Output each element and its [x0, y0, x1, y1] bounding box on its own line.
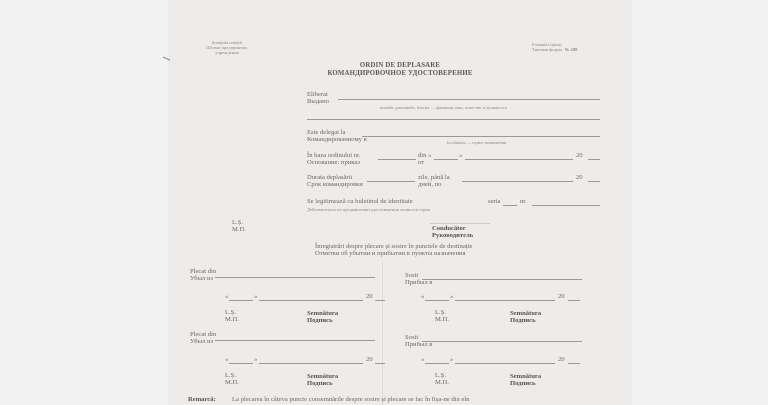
signature-ru: Подпись — [510, 317, 536, 325]
arrive-year-line-1[interactable] — [568, 300, 580, 301]
depart-year-2: 20 — [366, 356, 373, 363]
arrive-year-1: 20 — [558, 293, 565, 300]
duration-year: 20 — [576, 174, 583, 181]
identity-number-line[interactable] — [532, 205, 600, 206]
identity-number-label: nr. — [520, 198, 527, 205]
duration-ro: Durata deplasării — [307, 174, 353, 181]
depart-date-open-1: « — [225, 293, 229, 300]
manager-signature-line[interactable] — [430, 223, 490, 224]
order-quote: » — [459, 152, 463, 159]
arrive-year-line-2[interactable] — [568, 363, 580, 364]
arrive-stamp-1 — [435, 309, 449, 324]
arrive-date-open-2: « — [421, 356, 425, 363]
manager-ru: Руководитель — [432, 232, 474, 240]
order-from-ru: от — [418, 159, 425, 167]
arrive-date-mid-2: » — [450, 356, 454, 363]
depart-year-1: 20 — [366, 293, 373, 300]
form-code-line: Formular tipizat — [532, 42, 562, 47]
duration-until — [418, 174, 450, 189]
form-code-label — [532, 42, 577, 52]
stamp-ls: L.Ș. — [225, 309, 236, 316]
depart-ro: Plecat din — [190, 268, 217, 275]
stamp-mp: М.П. — [225, 379, 239, 387]
stamp-place — [232, 219, 246, 234]
delegated-hint: localitatea — пункт назначения — [447, 140, 507, 145]
depart-month-line-2[interactable] — [259, 363, 363, 364]
order-year-line[interactable] — [588, 159, 600, 160]
stamp-ls: L.Ș. — [232, 219, 243, 226]
depart-year-line-2[interactable] — [375, 363, 385, 364]
order-label — [307, 152, 360, 167]
arrive-place-line-2[interactable] — [422, 341, 582, 342]
delegated-ro: Este delegat la — [307, 129, 346, 136]
order-ru: Основание: приказ — [307, 159, 360, 167]
depart-day-line-2[interactable] — [229, 363, 253, 364]
duration-until-ro: zile, până la — [418, 174, 450, 181]
arrive-stamp-2 — [435, 372, 449, 387]
stamp-label-line: Ștampila unității — [211, 40, 243, 45]
depart-ru: Убыл из — [190, 338, 214, 346]
depart-stamp-2 — [225, 372, 239, 387]
arrive-signature-2 — [510, 373, 541, 388]
delegated-ru: Командированному в — [307, 136, 367, 144]
arrive-ro: Sosit — [405, 334, 419, 341]
duration-label — [307, 174, 363, 189]
order-from — [418, 152, 431, 167]
manager-label — [432, 225, 473, 240]
column-divider — [382, 262, 383, 405]
remark-text: La plecarea în câteva puncte consemnările despre sosire și plecare se fac în fișa-ne din eîn — [232, 396, 470, 403]
stamp-label — [192, 40, 262, 55]
identity-ro: Se legitimează cu buletinul de identitate — [307, 198, 413, 205]
arrive-date-mid-1: » — [450, 293, 454, 300]
travel-order-form — [170, 0, 630, 405]
duration-date-line[interactable] — [462, 181, 573, 182]
delegated-label — [307, 129, 367, 144]
depart-date-mid-1: » — [254, 293, 258, 300]
travel-heading — [315, 243, 472, 258]
order-ro: În baza ordinului nr. — [307, 152, 361, 159]
depart-date-mid-2: » — [254, 356, 258, 363]
order-day-line[interactable] — [434, 159, 458, 160]
stamp-ls: L.Ș. — [435, 372, 446, 379]
form-title — [300, 62, 500, 78]
signature-ro: Semnătura — [307, 310, 339, 317]
arrive-place-line-1[interactable] — [422, 279, 582, 280]
arrive-date-open-1: « — [421, 293, 425, 300]
title-ro: ORDIN DE DEPLASARE — [359, 62, 441, 69]
title-ru: КОМАНДИРОВОЧНОЕ УДОСТОВЕРЕНИЕ — [327, 70, 473, 77]
duration-ru: Срок командировки — [307, 181, 363, 189]
delegated-input-line[interactable] — [362, 136, 600, 137]
stamp-mp: М.П. — [435, 379, 449, 387]
depart-stamp-1 — [225, 309, 239, 324]
arrive-month-line-1[interactable] — [455, 300, 555, 301]
depart-place-line-2[interactable] — [215, 340, 375, 341]
depart-month-line-1[interactable] — [259, 300, 363, 301]
signature-ro: Semnătura — [510, 373, 542, 380]
duration-days-line[interactable] — [367, 181, 415, 182]
arrive-year-2: 20 — [558, 356, 565, 363]
order-from-ro: din « — [418, 152, 432, 159]
identity-ru: Действительно по предъявлении удостоверения личности серия — [307, 207, 430, 212]
issued-ru: Выдано — [307, 98, 329, 106]
issued-ro: Eliberat — [307, 91, 328, 98]
stamp-mp: М.П. — [225, 316, 239, 324]
identity-series-line[interactable] — [503, 205, 517, 206]
stamp-label-line: Штамп предприятия, — [206, 45, 248, 50]
stamp-label-line: учреждения — [215, 50, 239, 55]
signature-ro: Semnătura — [510, 310, 542, 317]
stamp-ls: L.Ș. — [435, 309, 446, 316]
depart-day-line-1[interactable] — [229, 300, 253, 301]
signature-ru: Подпись — [307, 317, 333, 325]
arrive-ru: Прибыл в — [405, 341, 433, 349]
depart-ru: Убыл из — [190, 275, 214, 283]
arrive-ro: Sosit — [405, 272, 419, 279]
signature-ro: Semnătura — [307, 373, 339, 380]
arrive-ru: Прибыл в — [405, 279, 433, 287]
depart-date-open-2: « — [225, 356, 229, 363]
duration-until-ru: дней, по — [418, 181, 442, 189]
depart-ro: Plecat din — [190, 331, 217, 338]
duration-year-line[interactable] — [588, 181, 600, 182]
arrive-month-line-2[interactable] — [455, 363, 555, 364]
travel-heading-ru: Отметки об убытии и прибытии в пункты назначения — [315, 250, 466, 258]
arrive-day-line-2[interactable] — [425, 363, 449, 364]
travel-heading-ro: Înregistrări despre plecare și sosire în punctele de destinație — [315, 243, 473, 250]
form-code-line: Типовая форма — [532, 47, 562, 52]
form-number: № 288 — [564, 47, 578, 52]
depart-label-1 — [190, 268, 216, 283]
identity-series-label: seria — [488, 198, 501, 205]
order-month-line[interactable] — [465, 159, 573, 160]
stamp-mp: М.П. — [232, 226, 246, 234]
order-year: 20 — [576, 152, 583, 159]
manager-ro: Conducător — [432, 225, 466, 232]
signature-ru: Подпись — [307, 380, 333, 388]
stamp-ls: L.Ș. — [225, 372, 236, 379]
depart-label-2 — [190, 331, 216, 346]
depart-signature-2 — [307, 373, 338, 388]
depart-signature-1 — [307, 310, 338, 325]
issued-input-line-2[interactable] — [307, 119, 600, 120]
issued-hint: numele, prenumele, funcția — фамилия, имя, отчество и должность — [380, 105, 507, 110]
signature-ru: Подпись — [510, 380, 536, 388]
arrive-signature-1 — [510, 310, 541, 325]
remark-label: Remarcă: — [188, 396, 216, 403]
issued-label — [307, 91, 329, 106]
depart-year-line-1[interactable] — [375, 300, 385, 301]
order-number-line[interactable] — [378, 159, 416, 160]
depart-place-line-1[interactable] — [215, 277, 375, 278]
arrive-day-line-1[interactable] — [425, 300, 449, 301]
stamp-mp: М.П. — [435, 316, 449, 324]
issued-input-line[interactable] — [338, 99, 600, 100]
